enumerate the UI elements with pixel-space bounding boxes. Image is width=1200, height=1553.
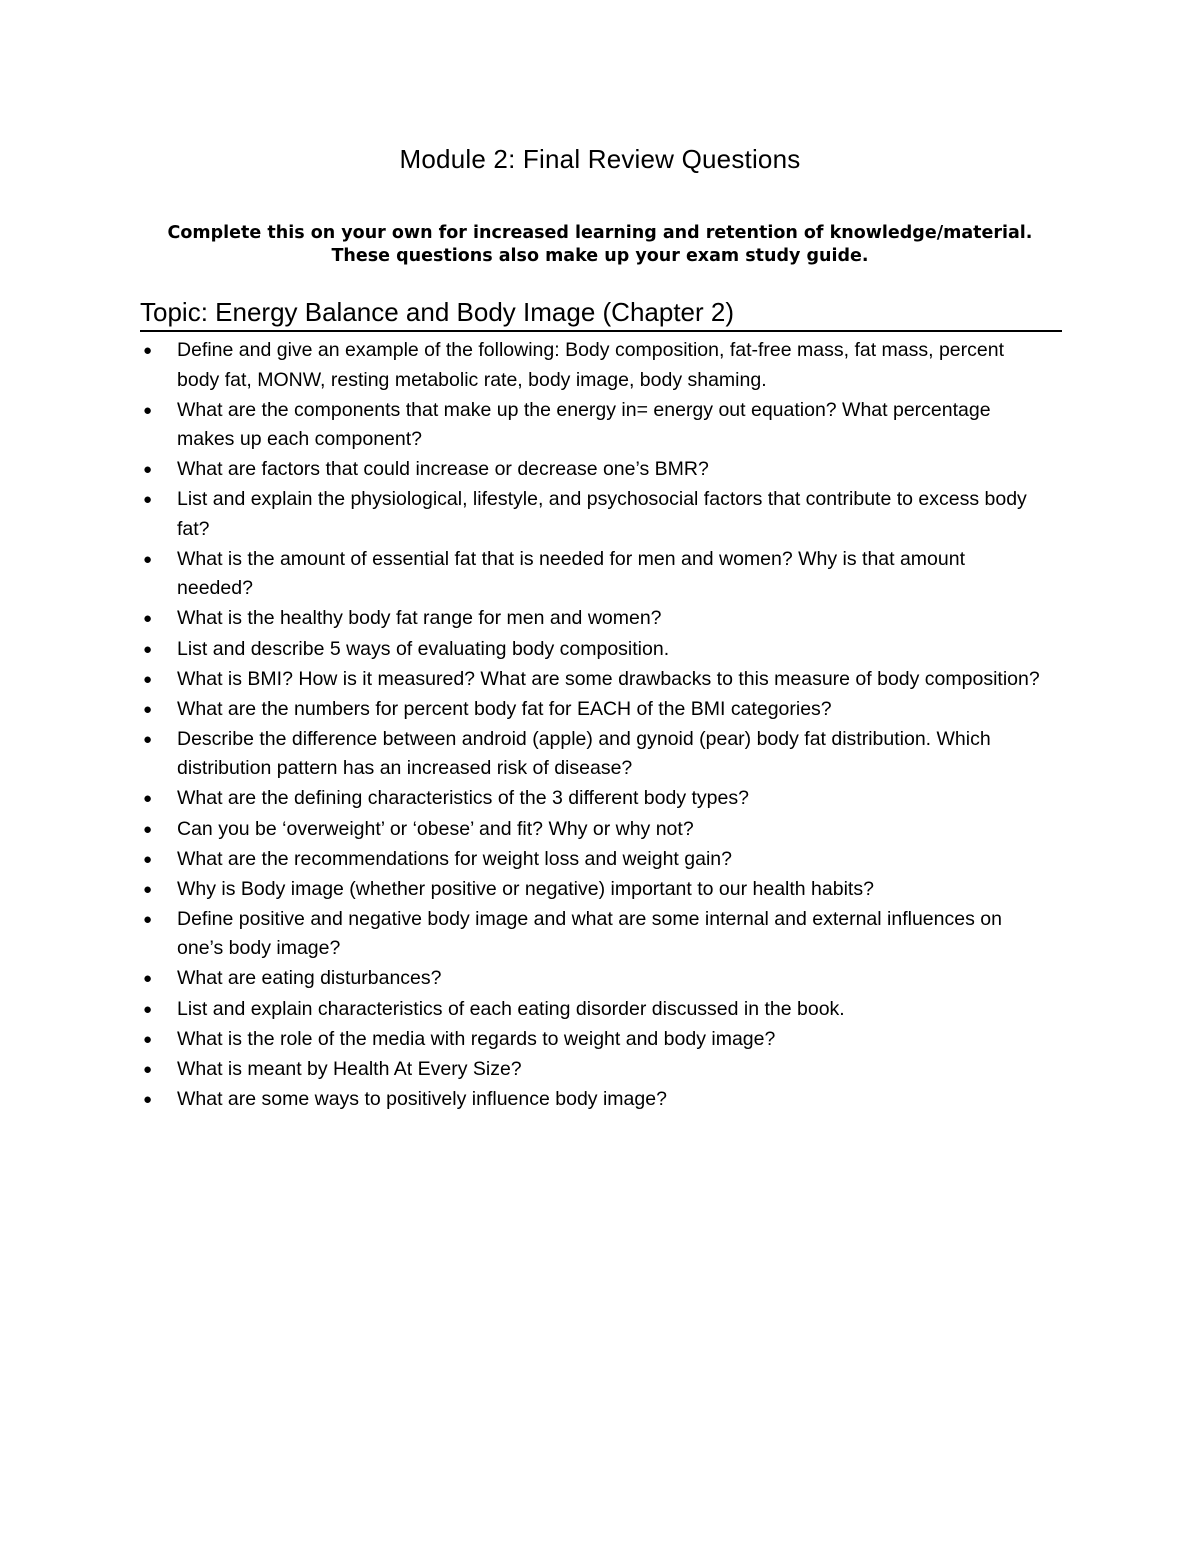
bullet-icon: ● — [143, 700, 153, 718]
bullet-icon: ● — [143, 1030, 153, 1048]
question-text: List and explain the physiological, lifestyle, and psychosocial factors that contribute to excess body fat? — [177, 488, 1027, 540]
list-item — [140, 905, 1040, 964]
bullet-icon: ● — [143, 640, 153, 658]
question-text: List and explain characteristics of each eating disorder discussed in the book. — [177, 997, 845, 1020]
list-item — [140, 455, 1040, 485]
bullet-icon: ● — [143, 970, 153, 988]
bullet-icon: ● — [143, 550, 153, 568]
bullet-icon: ● — [143, 1090, 153, 1108]
question-text: What is meant by Health At Every Size? — [177, 1057, 522, 1080]
list-item — [140, 784, 1040, 814]
question-text: What is the amount of essential fat that is needed for men and women? Why is that amount needed? — [177, 547, 966, 600]
question-list — [140, 336, 1040, 1115]
question-text: What are factors that could increase or decrease one’s BMR? — [177, 458, 709, 481]
question-text: What are eating disturbances? — [177, 967, 442, 990]
list-item — [140, 875, 1040, 905]
question-text: What is the role of the media with regards to weight and body image? — [177, 1027, 776, 1050]
list-item — [140, 396, 1040, 455]
list-item — [140, 336, 1040, 395]
intro-text — [0, 222, 1200, 268]
question-text: Define and give an example of the following: Body composition, fat-free mass, fat mass, percent body fat, MONW, resting metabolic rate, body image, body shaming. — [177, 339, 1005, 391]
topic-heading: Topic: Energy Balance and Body Image (Chapter 2) — [140, 296, 1062, 332]
page-title: Module 2: Final Review Questions — [399, 144, 801, 174]
list-item — [140, 1085, 1040, 1115]
bullet-icon: ● — [143, 910, 153, 928]
question-text: What is the healthy body fat range for men and women? — [177, 607, 662, 630]
bullet-icon: ● — [143, 850, 153, 868]
bullet-icon: ● — [143, 1000, 153, 1018]
question-text: What is BMI? How is it measured? What are some drawbacks to this measure of body composition? — [177, 667, 1040, 690]
question-text: What are the recommendations for weight loss and weight gain? — [177, 847, 732, 870]
list-item — [140, 964, 1040, 994]
bullet-icon: ● — [143, 670, 153, 688]
question-text: What are the defining characteristics of the 3 different body types? — [177, 787, 749, 810]
list-item — [140, 845, 1040, 875]
question-text: Can you be ‘overweight’ or ‘obese’ and fit? Why or why not? — [177, 817, 694, 840]
question-text: List and describe 5 ways of evaluating body composition. — [177, 637, 670, 660]
list-item — [140, 695, 1040, 725]
bullet-icon: ● — [143, 790, 153, 808]
question-text: Why is Body image (whether positive or negative) important to our health habits? — [177, 877, 874, 900]
list-item — [140, 635, 1040, 665]
question-text: Define positive and negative body image and what are some internal and external influences on one’s body image? — [177, 907, 1002, 960]
list-item — [140, 665, 1040, 695]
bullet-icon: ● — [143, 491, 153, 509]
question-text: Describe the difference between android (apple) and gynoid (pear) body fat distribution. Which distribution pattern has an increased risk of disease? — [177, 727, 991, 780]
bullet-icon: ● — [143, 820, 153, 838]
question-text: What are the numbers for percent body fat for EACH of the BMI categories? — [177, 697, 832, 720]
intro-line-2: These questions also make up your exam study guide. — [331, 246, 869, 266]
question-text: What are some ways to positively influence body image? — [177, 1087, 667, 1110]
list-item — [140, 485, 1040, 544]
question-text: What are the components that make up the energy in= energy out equation? What percentage makes up each component? — [177, 398, 991, 451]
bullet-icon: ● — [143, 401, 153, 419]
bullet-icon: ● — [143, 880, 153, 898]
list-item — [140, 1055, 1040, 1085]
intro-line-1: Complete this on your own for increased learning and retention of knowledge/material. — [167, 223, 1033, 243]
list-item — [140, 545, 1040, 604]
bullet-icon: ● — [143, 1060, 153, 1078]
bullet-icon: ● — [143, 461, 153, 479]
list-item — [140, 725, 1040, 784]
bullet-icon: ● — [143, 730, 153, 748]
list-item — [140, 1025, 1040, 1055]
list-item — [140, 995, 1040, 1025]
bullet-icon: ● — [143, 342, 153, 359]
list-item — [140, 815, 1040, 845]
bullet-icon: ● — [143, 610, 153, 628]
list-item — [140, 604, 1040, 634]
